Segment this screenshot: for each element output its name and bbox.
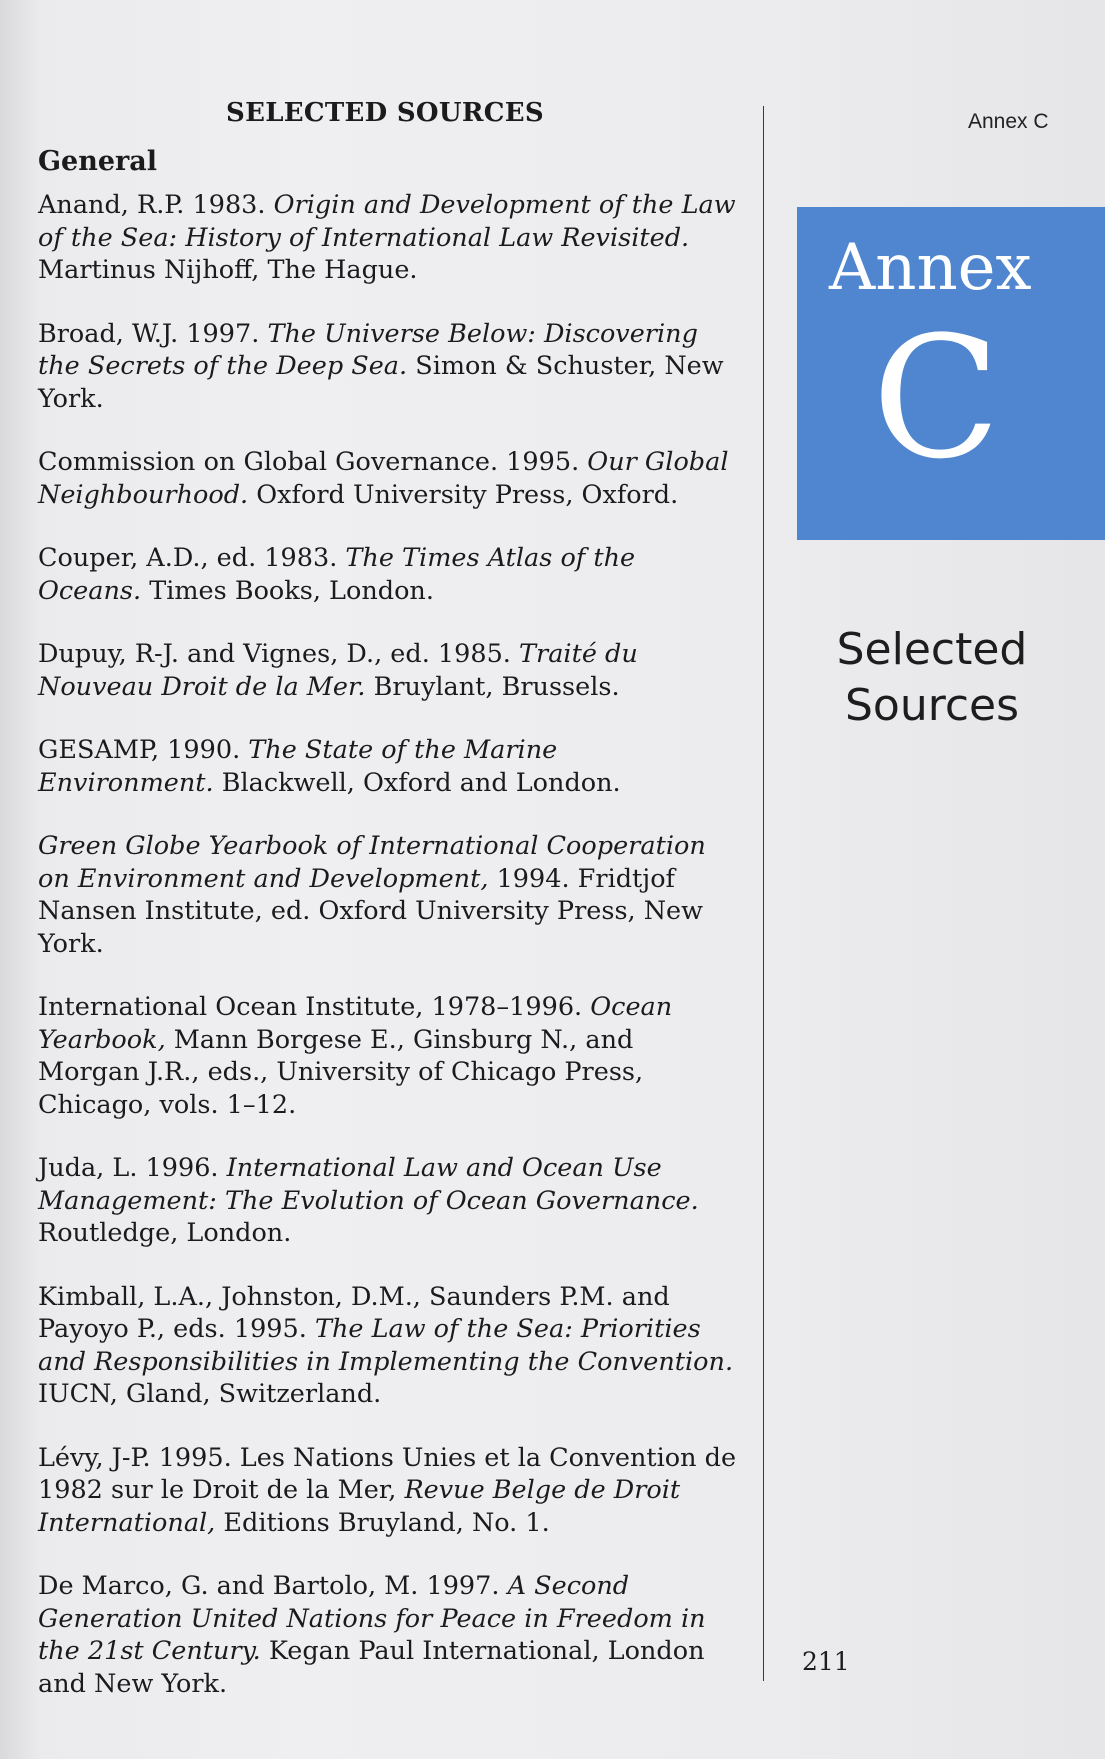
- side-title: [797, 622, 1067, 734]
- reference-entry: Green Globe Yearbook of International Cooperation on Environment and Development, 1994. Fridtjof Nansen Institute, ed. Oxford University Press, New York.: [38, 831, 706, 959]
- reference-entry: Couper, A.D., ed. 1983. The Times Atlas of the Oceans. Times Books, London.: [38, 543, 636, 606]
- running-head: Annex C: [968, 110, 1049, 133]
- column-divider: [763, 106, 764, 1681]
- reference-entry: Anand, R.P. 1983. Origin and Development of the Law of the Sea: History of International Law Revisited. Martinus Nijhoff, The Hague.: [38, 190, 736, 285]
- sources-column: [38, 98, 738, 1731]
- subsection-heading: General: [38, 146, 158, 177]
- reference-entry: Commission on Global Governance. 1995. Our Global Neighbourhood. Oxford University Press, Oxford.: [38, 447, 729, 510]
- reference-entry: International Ocean Institute, 1978–1996. Ocean Yearbook, Mann Borgese E., Ginsburg N., and Morgan J.R., eds., University of Chicago Press, Chicago, vols. 1–12.: [38, 992, 673, 1120]
- reference-entry: GESAMP, 1990. The State of the Marine Environment. Blackwell, Oxford and London.: [38, 735, 621, 798]
- side-title-line: Sources: [844, 680, 1020, 731]
- annex-label-box: [797, 207, 1105, 540]
- annex-word: Annex: [829, 231, 1032, 305]
- reference-entry: Broad, W.J. 1997. The Universe Below: Discovering the Secrets of the Deep Sea. Simon & Schuster, New York.: [38, 318, 724, 414]
- reference-entry: Kimball, L.A., Johnston, D.M., Saunders P.M. and Payoyo P., eds. 1995. The Law of the Sea: Priorities and Responsibilities in Implementing the Convention. IUCN, Gland, Switzerland.: [38, 1281, 734, 1409]
- side-title-line: Selected: [836, 624, 1028, 675]
- reference-entry: De Marco, G. and Bartolo, M. 1997. A Second Generation United Nations for Peace in Freedom in the 21st Century. Kegan Paul International, London and New York.: [38, 1571, 706, 1699]
- page-number: 211: [802, 1647, 850, 1676]
- reference-entry: Juda, L. 1996. International Law and Ocean Use Management: The Evolution of Ocean Governance. Routledge, London.: [38, 1153, 699, 1248]
- annex-letter: C: [872, 300, 1001, 496]
- reference-entry: Lévy, J-P. 1995. Les Nations Unies et la Convention de 1982 sur le Droit de la Mer, Revue Belge de Droit International, Editions Bruyland, No. 1.: [38, 1442, 737, 1538]
- section-heading: SELECTED SOURCES: [226, 98, 544, 128]
- reference-entry: Dupuy, R-J. and Vignes, D., ed. 1985. Traité du Nouveau Droit de la Mer. Bruylant, Brussels.: [38, 639, 638, 702]
